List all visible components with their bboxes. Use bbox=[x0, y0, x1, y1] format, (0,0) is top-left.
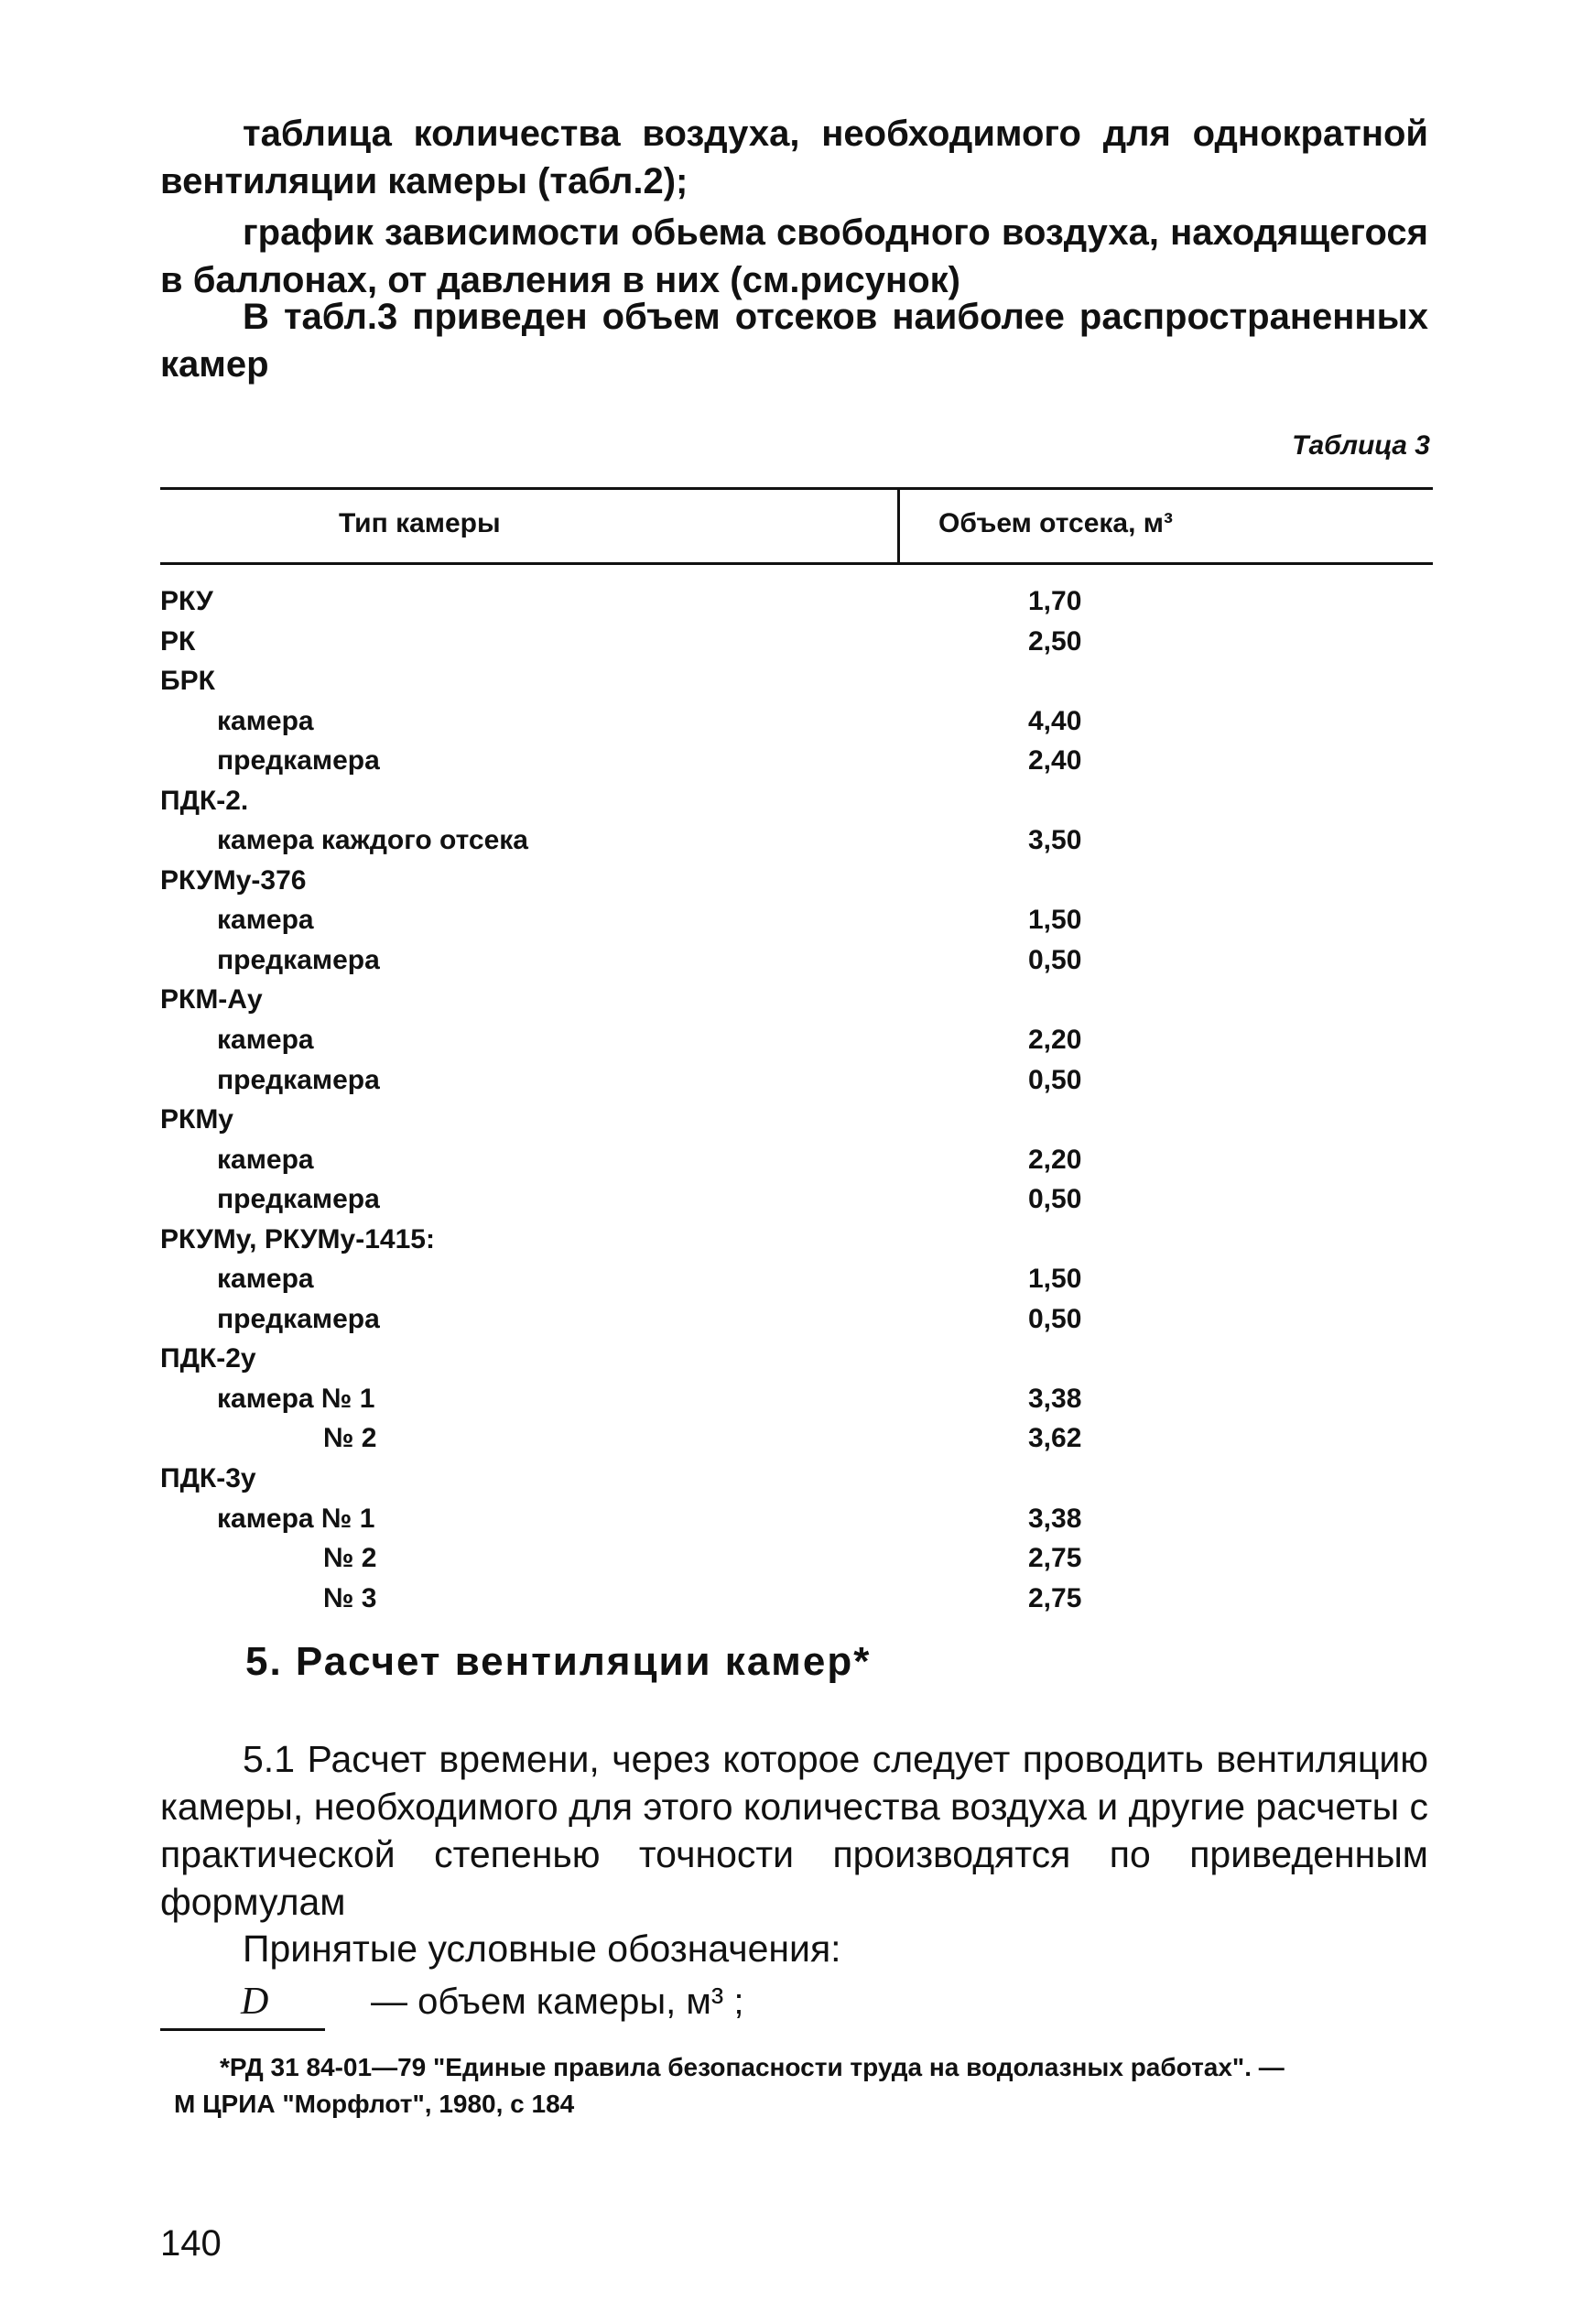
section-heading: 5. Расчет вентиляции камер* bbox=[245, 1639, 872, 1684]
table-row bbox=[160, 1145, 1433, 1185]
table-row bbox=[160, 586, 1433, 626]
intro-paragraph-1: таблица количества воздуха, необходимого для однократной вентиляции камеры (табл.2); bbox=[160, 114, 1428, 201]
table-row bbox=[160, 666, 1433, 706]
row-value: 2,20 bbox=[1028, 1025, 1082, 1056]
table-row bbox=[160, 1104, 1433, 1145]
intro-paragraph-2: график зависимости обьема свободного воздуха, находящегося в баллонах, от давления в них (см.рисунок) bbox=[160, 212, 1428, 300]
table-row bbox=[160, 1065, 1433, 1105]
row-label: РКУМу, РКУМу-1415: bbox=[160, 1223, 435, 1254]
intro-paragraph-3: В табл.3 приведен объем отсеков наиболее распространенных камер bbox=[160, 297, 1428, 385]
row-label: ПДК-3у bbox=[160, 1463, 256, 1494]
table-row bbox=[160, 1224, 1433, 1265]
row-label: предкамера bbox=[217, 1303, 380, 1334]
footnote-line-1: *РД 31 84-01—79 "Единые правила безопасности труда на водолазных работах". — bbox=[220, 2053, 1285, 2081]
table-row bbox=[160, 1184, 1433, 1224]
table-row bbox=[160, 1543, 1433, 1583]
row-value: 1,70 bbox=[1028, 586, 1082, 616]
row-label: № 2 bbox=[323, 1543, 377, 1574]
row-label: камера bbox=[217, 1144, 314, 1175]
row-label: предкамера bbox=[217, 944, 380, 975]
row-value: 3,38 bbox=[1028, 1503, 1082, 1534]
row-label: БРК bbox=[160, 666, 215, 697]
table-row bbox=[160, 1304, 1433, 1344]
row-label: камера № 1 bbox=[217, 1383, 375, 1414]
table-row bbox=[160, 1343, 1433, 1384]
header-camera-type: Тип камеры bbox=[339, 508, 501, 538]
table-row bbox=[160, 745, 1433, 786]
row-label: РКУМу-376 bbox=[160, 864, 307, 896]
row-value: 1,50 bbox=[1028, 905, 1082, 936]
table-row bbox=[160, 825, 1433, 865]
row-value: 0,50 bbox=[1028, 1303, 1082, 1334]
table-row bbox=[160, 865, 1433, 906]
formula-description: — объем камеры, м³ ; bbox=[371, 1982, 744, 2022]
row-label: камера № 1 bbox=[217, 1503, 375, 1534]
table-row bbox=[160, 706, 1433, 746]
table-row bbox=[160, 1025, 1433, 1065]
row-label: РКУ bbox=[160, 586, 213, 616]
notation-intro: Принятые условные обозначения: bbox=[243, 1928, 841, 1970]
row-value: 0,50 bbox=[1028, 1064, 1082, 1095]
footnote-rule bbox=[160, 2028, 325, 2031]
row-label: предкамера bbox=[217, 1184, 380, 1215]
row-value: 0,50 bbox=[1028, 1184, 1082, 1215]
row-label: № 3 bbox=[323, 1582, 377, 1613]
footnote-line-2: М ЦРИА "Морфлот", 1980, с 184 bbox=[174, 2090, 575, 2118]
row-value: 4,40 bbox=[1028, 705, 1082, 736]
header-compartment-volume: Объем отсека, м³ bbox=[938, 508, 1173, 538]
table-row bbox=[160, 1264, 1433, 1304]
row-value: 3,50 bbox=[1028, 825, 1082, 856]
row-value: 3,38 bbox=[1028, 1383, 1082, 1414]
row-label: ПДК-2. bbox=[160, 785, 249, 816]
formula-symbol: D bbox=[241, 1981, 269, 2023]
table-row bbox=[160, 1384, 1433, 1424]
row-value: 2,20 bbox=[1028, 1144, 1082, 1175]
row-value: 2,75 bbox=[1028, 1543, 1082, 1574]
row-label: камера каждого отсека bbox=[217, 825, 528, 856]
row-value: 2,75 bbox=[1028, 1582, 1082, 1613]
row-label: РКМ-Ау bbox=[160, 984, 263, 1015]
row-label: предкамера bbox=[217, 1064, 380, 1095]
row-label: РК bbox=[160, 625, 196, 657]
table-row bbox=[160, 984, 1433, 1025]
row-label: камера bbox=[217, 1025, 314, 1056]
row-label: № 2 bbox=[323, 1423, 377, 1454]
table-row bbox=[160, 626, 1433, 667]
row-label: ПДК-2у bbox=[160, 1343, 256, 1374]
table-row bbox=[160, 1504, 1433, 1544]
row-label: РКМу bbox=[160, 1104, 233, 1135]
table-caption: Таблица 3 bbox=[1292, 430, 1430, 461]
section-paragraph: 5.1 Расчет времени, через которое следует проводить вентиляцию камеры, необходимого для этого количества воздуха и другие расчеты с практической степенью точности производятся по приведенным формулам bbox=[160, 1738, 1428, 1923]
table-row bbox=[160, 1423, 1433, 1463]
table-header-divider bbox=[897, 487, 900, 564]
row-label: камера bbox=[217, 905, 314, 936]
row-value: 2,50 bbox=[1028, 625, 1082, 657]
row-value: 3,62 bbox=[1028, 1423, 1082, 1454]
table-top-rule bbox=[160, 487, 1433, 490]
table-row bbox=[160, 786, 1433, 826]
footnote bbox=[174, 2049, 1437, 2123]
table-row bbox=[160, 905, 1433, 945]
row-label: камера bbox=[217, 705, 314, 736]
row-value: 1,50 bbox=[1028, 1264, 1082, 1295]
row-label: предкамера bbox=[217, 745, 380, 776]
table-body bbox=[160, 586, 1433, 1623]
table-row bbox=[160, 945, 1433, 985]
table-row bbox=[160, 1463, 1433, 1504]
table-row bbox=[160, 1583, 1433, 1624]
row-value: 0,50 bbox=[1028, 944, 1082, 975]
table-header-rule bbox=[160, 562, 1433, 565]
page-number: 140 bbox=[160, 2223, 222, 2264]
row-label: камера bbox=[217, 1264, 314, 1295]
row-value: 2,40 bbox=[1028, 745, 1082, 776]
